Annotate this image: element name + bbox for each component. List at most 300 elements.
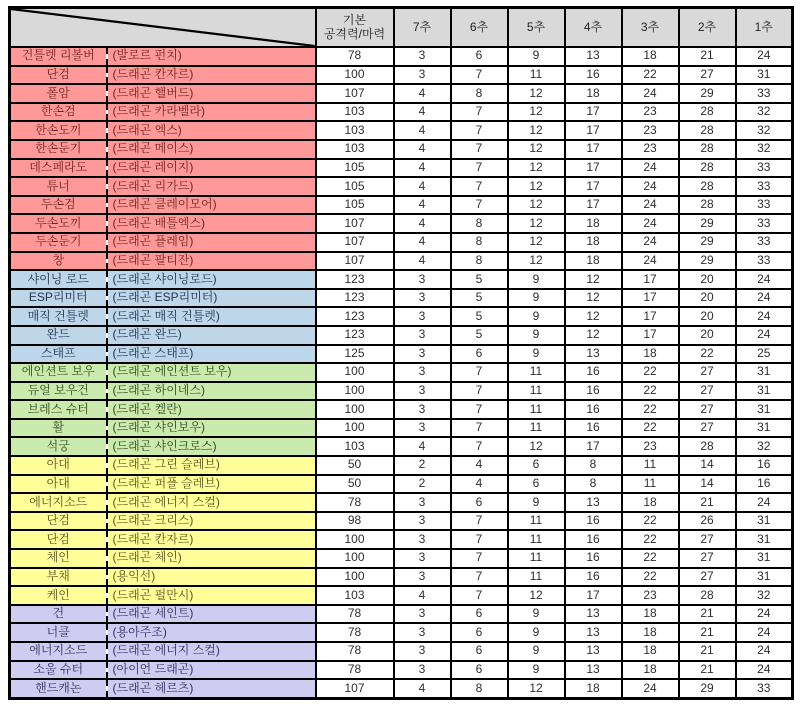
weapon-subname-cell: (드래곤 완드) xyxy=(107,326,316,345)
weapon-name-cell: 데스페라도 xyxy=(10,159,107,178)
base-attack-cell: 105 xyxy=(316,177,394,196)
enhance-value-cell: 22 xyxy=(622,512,679,531)
base-attack-cell: 78 xyxy=(316,47,394,66)
enhance-value-cell: 29 xyxy=(679,214,736,233)
enhance-value-cell: 17 xyxy=(565,437,622,456)
weapon-name-cell: 단검 xyxy=(10,512,107,531)
table-row xyxy=(10,363,793,382)
enhance-value-cell: 16 xyxy=(565,400,622,419)
enhance-value-cell: 28 xyxy=(679,103,736,122)
base-attack-header xyxy=(316,8,394,48)
enhance-value-cell: 32 xyxy=(736,121,793,140)
enhance-value-cell: 27 xyxy=(679,400,736,419)
enhance-value-cell: 3 xyxy=(394,382,451,401)
enhance-value-cell: 11 xyxy=(508,568,565,587)
enhance-value-cell: 7 xyxy=(451,530,508,549)
weapon-subname-cell: (용아주조) xyxy=(107,623,316,642)
enhance-value-cell: 26 xyxy=(679,512,736,531)
enhance-value-cell: 3 xyxy=(394,623,451,642)
base-attack-cell: 123 xyxy=(316,289,394,308)
weapon-name-cell: 체인 xyxy=(10,549,107,568)
weapon-name-cell: 소울 슈터 xyxy=(10,661,107,680)
enhance-value-cell: 18 xyxy=(622,47,679,66)
table-row xyxy=(10,437,793,456)
enhance-value-cell: 24 xyxy=(736,270,793,289)
base-attack-cell: 100 xyxy=(316,382,394,401)
enhance-value-cell: 17 xyxy=(622,289,679,308)
enhance-value-cell: 17 xyxy=(565,159,622,178)
weapon-subname-cell: (드래곤 그린 슬레브) xyxy=(107,456,316,475)
base-attack-cell: 78 xyxy=(316,642,394,661)
enhance-value-cell: 17 xyxy=(565,177,622,196)
enhance-value-cell: 4 xyxy=(394,177,451,196)
enhance-value-cell: 3 xyxy=(394,493,451,512)
weapon-name-cell: 완드 xyxy=(10,326,107,345)
weapon-subname-cell: (드래곤 ESP리미터) xyxy=(107,289,316,308)
weapon-subname-cell: (드래곤 켈란) xyxy=(107,400,316,419)
enhance-value-cell: 16 xyxy=(565,382,622,401)
corner-header-cell xyxy=(10,8,316,48)
weapon-subname-cell: (드래곤 체인) xyxy=(107,549,316,568)
enhance-value-cell: 16 xyxy=(565,66,622,85)
enhance-value-cell: 11 xyxy=(508,363,565,382)
enhance-value-cell: 2 xyxy=(394,456,451,475)
enhance-value-cell: 18 xyxy=(565,233,622,252)
base-attack-cell: 100 xyxy=(316,400,394,419)
enhance-value-cell: 12 xyxy=(508,140,565,159)
weapon-name-cell: 단검 xyxy=(10,66,107,85)
enhance-value-cell: 33 xyxy=(736,679,793,698)
enhance-value-cell: 3 xyxy=(394,419,451,438)
table-row xyxy=(10,419,793,438)
enhance-value-cell: 7 xyxy=(451,196,508,215)
enhance-value-cell: 18 xyxy=(622,493,679,512)
enhance-header: 7추 xyxy=(394,8,451,48)
enhance-value-cell: 24 xyxy=(736,605,793,624)
enhance-value-cell: 6 xyxy=(451,661,508,680)
enhance-value-cell: 24 xyxy=(736,326,793,345)
base-attack-cell: 105 xyxy=(316,196,394,215)
weapon-name-cell: 샤이닝 로드 xyxy=(10,270,107,289)
enhance-value-cell: 3 xyxy=(394,326,451,345)
weapon-name-cell: 건 xyxy=(10,605,107,624)
enhance-value-cell: 22 xyxy=(622,66,679,85)
enhance-value-cell: 16 xyxy=(565,512,622,531)
enhance-value-cell: 3 xyxy=(394,270,451,289)
enhance-value-cell: 17 xyxy=(565,121,622,140)
enhance-value-cell: 4 xyxy=(394,252,451,271)
enhance-value-cell: 4 xyxy=(394,140,451,159)
enhance-value-cell: 7 xyxy=(451,103,508,122)
weapon-subname-cell: (드래곤 샤인보우) xyxy=(107,419,316,438)
enhance-value-cell: 17 xyxy=(565,140,622,159)
enhance-value-cell: 5 xyxy=(451,289,508,308)
base-attack-cell: 103 xyxy=(316,140,394,159)
enhance-value-cell: 6 xyxy=(451,623,508,642)
enhance-value-cell: 31 xyxy=(736,419,793,438)
base-attack-cell: 123 xyxy=(316,307,394,326)
enhance-value-cell: 23 xyxy=(622,121,679,140)
enhance-header: 1추 xyxy=(736,8,793,48)
enhance-value-cell: 12 xyxy=(508,252,565,271)
weapon-subname-cell: (드래곤 레이지) xyxy=(107,159,316,178)
base-attack-cell: 78 xyxy=(316,493,394,512)
enhance-value-cell: 7 xyxy=(451,66,508,85)
enhance-value-cell: 18 xyxy=(622,623,679,642)
enhance-value-cell: 5 xyxy=(451,307,508,326)
weapon-name-cell: 한손검 xyxy=(10,103,107,122)
table-row xyxy=(10,121,793,140)
table-row xyxy=(10,289,793,308)
enhance-value-cell: 7 xyxy=(451,586,508,605)
enhance-value-cell: 4 xyxy=(394,103,451,122)
weapon-stat-table xyxy=(8,6,794,700)
weapon-subname-cell: (드래곤 팔티잔) xyxy=(107,252,316,271)
enhance-value-cell: 3 xyxy=(394,345,451,364)
enhance-value-cell: 6 xyxy=(451,605,508,624)
enhance-value-cell: 3 xyxy=(394,530,451,549)
enhance-value-cell: 14 xyxy=(679,475,736,494)
enhance-value-cell: 31 xyxy=(736,568,793,587)
enhance-value-cell: 4 xyxy=(394,233,451,252)
weapon-subname-cell: (아이언 드래곤) xyxy=(107,661,316,680)
enhance-value-cell: 24 xyxy=(736,661,793,680)
enhance-value-cell: 23 xyxy=(622,140,679,159)
weapon-subname-cell: (드래곤 헤르츠) xyxy=(107,679,316,698)
enhance-value-cell: 32 xyxy=(736,586,793,605)
enhance-value-cell: 17 xyxy=(565,586,622,605)
enhance-value-cell: 3 xyxy=(394,47,451,66)
enhance-value-cell: 4 xyxy=(394,121,451,140)
enhance-value-cell: 8 xyxy=(565,475,622,494)
weapon-name-cell: 창 xyxy=(10,252,107,271)
base-attack-cell: 107 xyxy=(316,252,394,271)
weapon-subname-cell: (드래곤 에인션트 보우) xyxy=(107,363,316,382)
enhance-value-cell: 9 xyxy=(508,623,565,642)
enhance-value-cell: 32 xyxy=(736,103,793,122)
table-row xyxy=(10,196,793,215)
enhance-value-cell: 11 xyxy=(508,382,565,401)
enhance-value-cell: 21 xyxy=(679,493,736,512)
enhance-value-cell: 9 xyxy=(508,661,565,680)
enhance-value-cell: 9 xyxy=(508,289,565,308)
enhance-value-cell: 23 xyxy=(622,437,679,456)
enhance-value-cell: 7 xyxy=(451,568,508,587)
base-attack-cell: 78 xyxy=(316,623,394,642)
weapon-subname-cell: (드래곤 클레이모어) xyxy=(107,196,316,215)
weapon-name-cell: 매직 건틀렛 xyxy=(10,307,107,326)
weapon-name-cell: 핸드캐논 xyxy=(10,679,107,698)
table-row xyxy=(10,642,793,661)
base-attack-cell: 103 xyxy=(316,586,394,605)
enhance-value-cell: 20 xyxy=(679,270,736,289)
enhance-value-cell: 28 xyxy=(679,159,736,178)
enhance-value-cell: 33 xyxy=(736,252,793,271)
table-row xyxy=(10,326,793,345)
enhance-value-cell: 7 xyxy=(451,121,508,140)
enhance-value-cell: 31 xyxy=(736,530,793,549)
enhance-value-cell: 22 xyxy=(622,382,679,401)
enhance-header: 4추 xyxy=(565,8,622,48)
enhance-value-cell: 24 xyxy=(622,214,679,233)
table-row xyxy=(10,345,793,364)
enhance-value-cell: 31 xyxy=(736,66,793,85)
enhance-value-cell: 32 xyxy=(736,437,793,456)
enhance-value-cell: 12 xyxy=(508,159,565,178)
enhance-value-cell: 12 xyxy=(508,586,565,605)
enhance-value-cell: 33 xyxy=(736,233,793,252)
weapon-name-cell: 스태프 xyxy=(10,345,107,364)
weapon-subname-cell: (드래곤 에너지 스컬) xyxy=(107,493,316,512)
weapon-name-cell: 두손둔기 xyxy=(10,233,107,252)
enhance-value-cell: 3 xyxy=(394,400,451,419)
enhance-value-cell: 13 xyxy=(565,345,622,364)
enhance-value-cell: 3 xyxy=(394,363,451,382)
enhance-value-cell: 33 xyxy=(736,214,793,233)
enhance-value-cell: 22 xyxy=(622,530,679,549)
enhance-value-cell: 3 xyxy=(394,289,451,308)
base-attack-cell: 100 xyxy=(316,549,394,568)
enhance-value-cell: 12 xyxy=(508,437,565,456)
table-row xyxy=(10,493,793,512)
enhance-value-cell: 3 xyxy=(394,661,451,680)
header-row xyxy=(10,8,793,48)
base-attack-cell: 105 xyxy=(316,159,394,178)
base-attack-cell: 123 xyxy=(316,326,394,345)
enhance-value-cell: 4 xyxy=(451,456,508,475)
enhance-value-cell: 7 xyxy=(451,177,508,196)
base-attack-cell: 107 xyxy=(316,679,394,698)
enhance-value-cell: 29 xyxy=(679,233,736,252)
enhance-value-cell: 21 xyxy=(679,47,736,66)
enhance-value-cell: 4 xyxy=(394,84,451,103)
enhance-value-cell: 11 xyxy=(508,512,565,531)
enhance-value-cell: 23 xyxy=(622,103,679,122)
enhance-value-cell: 12 xyxy=(565,307,622,326)
enhance-value-cell: 22 xyxy=(622,549,679,568)
weapon-subname-cell: (드래곤 에너지 스컬) xyxy=(107,642,316,661)
weapon-name-cell: 두손검 xyxy=(10,196,107,215)
enhance-value-cell: 6 xyxy=(451,642,508,661)
base-attack-cell: 103 xyxy=(316,437,394,456)
enhance-value-cell: 3 xyxy=(394,605,451,624)
table-row xyxy=(10,400,793,419)
table-row xyxy=(10,530,793,549)
enhance-value-cell: 7 xyxy=(451,363,508,382)
enhance-value-cell: 7 xyxy=(451,400,508,419)
enhance-value-cell: 6 xyxy=(451,493,508,512)
enhance-value-cell: 5 xyxy=(451,326,508,345)
enhance-value-cell: 31 xyxy=(736,363,793,382)
enhance-value-cell: 13 xyxy=(565,605,622,624)
weapon-name-cell: 에인션트 보우 xyxy=(10,363,107,382)
enhance-value-cell: 12 xyxy=(565,270,622,289)
base-attack-cell: 100 xyxy=(316,568,394,587)
enhance-value-cell: 24 xyxy=(736,307,793,326)
weapon-name-cell: 폴암 xyxy=(10,84,107,103)
enhance-value-cell: 28 xyxy=(679,121,736,140)
enhance-value-cell: 33 xyxy=(736,84,793,103)
enhance-value-cell: 12 xyxy=(508,121,565,140)
table-body xyxy=(10,47,793,699)
enhance-value-cell: 24 xyxy=(736,623,793,642)
weapon-subname-cell: (드래곤 크리스) xyxy=(107,512,316,531)
enhance-value-cell: 21 xyxy=(679,661,736,680)
enhance-value-cell: 7 xyxy=(451,549,508,568)
base-attack-cell: 78 xyxy=(316,661,394,680)
weapon-subname-cell: (드래곤 샤인크로스) xyxy=(107,437,316,456)
enhance-value-cell: 24 xyxy=(736,289,793,308)
enhance-value-cell: 2 xyxy=(394,475,451,494)
enhance-value-cell: 13 xyxy=(565,623,622,642)
enhance-value-cell: 17 xyxy=(622,270,679,289)
weapon-subname-cell: (발로르 펀치) xyxy=(107,47,316,66)
weapon-name-cell: 케인 xyxy=(10,586,107,605)
base-attack-cell: 98 xyxy=(316,512,394,531)
enhance-value-cell: 7 xyxy=(451,437,508,456)
enhance-value-cell: 24 xyxy=(736,642,793,661)
enhance-value-cell: 18 xyxy=(622,642,679,661)
weapon-name-cell: 튜너 xyxy=(10,177,107,196)
enhance-value-cell: 20 xyxy=(679,326,736,345)
weapon-subname-cell: (드래곤 칸자르) xyxy=(107,530,316,549)
enhance-value-cell: 6 xyxy=(508,456,565,475)
enhance-value-cell: 27 xyxy=(679,568,736,587)
enhance-value-cell: 22 xyxy=(622,568,679,587)
weapon-subname-cell: (용익선) xyxy=(107,568,316,587)
enhance-value-cell: 31 xyxy=(736,549,793,568)
base-attack-cell: 100 xyxy=(316,530,394,549)
base-attack-header-line1: 기본 xyxy=(342,12,367,27)
enhance-value-cell: 24 xyxy=(622,233,679,252)
enhance-value-cell: 28 xyxy=(679,437,736,456)
enhance-value-cell: 24 xyxy=(622,196,679,215)
enhance-value-cell: 3 xyxy=(394,642,451,661)
enhance-value-cell: 18 xyxy=(565,214,622,233)
enhance-value-cell: 28 xyxy=(679,586,736,605)
enhance-value-cell: 27 xyxy=(679,530,736,549)
weapon-subname-cell: (드래곤 엑스) xyxy=(107,121,316,140)
enhance-value-cell: 22 xyxy=(622,400,679,419)
weapon-subname-cell: (드래곤 플레임) xyxy=(107,233,316,252)
weapon-name-cell: 아대 xyxy=(10,456,107,475)
base-attack-cell: 100 xyxy=(316,66,394,85)
enhance-value-cell: 11 xyxy=(508,66,565,85)
enhance-value-cell: 18 xyxy=(565,679,622,698)
weapon-subname-cell: (드래곤 리가드) xyxy=(107,177,316,196)
enhance-value-cell: 3 xyxy=(394,549,451,568)
enhance-value-cell: 16 xyxy=(736,456,793,475)
enhance-value-cell: 17 xyxy=(622,326,679,345)
enhance-value-cell: 3 xyxy=(394,568,451,587)
enhance-value-cell: 18 xyxy=(622,605,679,624)
weapon-name-cell: 단검 xyxy=(10,530,107,549)
enhance-value-cell: 33 xyxy=(736,177,793,196)
enhance-value-cell: 3 xyxy=(394,512,451,531)
weapon-name-cell: 활 xyxy=(10,419,107,438)
weapon-subname-cell: (드래곤 배틀엑스) xyxy=(107,214,316,233)
enhance-value-cell: 9 xyxy=(508,493,565,512)
table-row xyxy=(10,456,793,475)
enhance-value-cell: 16 xyxy=(565,549,622,568)
enhance-value-cell: 12 xyxy=(508,679,565,698)
table-row xyxy=(10,233,793,252)
enhance-value-cell: 16 xyxy=(565,568,622,587)
base-attack-cell: 50 xyxy=(316,456,394,475)
enhance-value-cell: 24 xyxy=(622,159,679,178)
enhance-value-cell: 4 xyxy=(394,159,451,178)
enhance-value-cell: 11 xyxy=(508,419,565,438)
enhance-value-cell: 33 xyxy=(736,159,793,178)
enhance-value-cell: 17 xyxy=(622,307,679,326)
enhance-value-cell: 8 xyxy=(451,233,508,252)
enhance-value-cell: 21 xyxy=(679,642,736,661)
base-attack-cell: 103 xyxy=(316,121,394,140)
weapon-subname-cell: (드래곤 펄만시) xyxy=(107,586,316,605)
enhance-value-cell: 18 xyxy=(565,252,622,271)
enhance-value-cell: 24 xyxy=(622,177,679,196)
base-attack-cell: 103 xyxy=(316,103,394,122)
enhance-value-cell: 21 xyxy=(679,623,736,642)
weapon-subname-cell: (드래곤 퍼플 슬레브) xyxy=(107,475,316,494)
enhance-value-cell: 7 xyxy=(451,512,508,531)
table-row xyxy=(10,661,793,680)
table-row xyxy=(10,605,793,624)
table-row xyxy=(10,159,793,178)
enhance-value-cell: 32 xyxy=(736,140,793,159)
enhance-value-cell: 21 xyxy=(679,605,736,624)
table-row xyxy=(10,140,793,159)
enhance-value-cell: 6 xyxy=(508,475,565,494)
weapon-subname-cell: (드래곤 카라벨라) xyxy=(107,103,316,122)
enhance-value-cell: 4 xyxy=(394,196,451,215)
enhance-value-cell: 8 xyxy=(565,456,622,475)
enhance-value-cell: 20 xyxy=(679,289,736,308)
enhance-value-cell: 6 xyxy=(451,345,508,364)
weapon-name-cell: 한손둔기 xyxy=(10,140,107,159)
enhance-value-cell: 7 xyxy=(451,140,508,159)
base-attack-cell: 107 xyxy=(316,214,394,233)
table-row xyxy=(10,270,793,289)
base-attack-header-line2: 공격력/마력 xyxy=(323,26,386,41)
weapon-subname-cell: (드래곤 매직 건틀렛) xyxy=(107,307,316,326)
base-attack-cell: 125 xyxy=(316,345,394,364)
enhance-value-cell: 11 xyxy=(508,400,565,419)
enhance-value-cell: 28 xyxy=(679,140,736,159)
enhance-value-cell: 18 xyxy=(622,345,679,364)
enhance-value-cell: 22 xyxy=(679,345,736,364)
weapon-name-cell: 에너지소드 xyxy=(10,493,107,512)
table-row xyxy=(10,214,793,233)
weapon-subname-cell: (드래곤 칸자르) xyxy=(107,66,316,85)
weapon-name-cell: 한손도끼 xyxy=(10,121,107,140)
enhance-value-cell: 4 xyxy=(394,437,451,456)
diagonal-line xyxy=(11,9,315,46)
weapon-subname-cell: (드래곤 핼버드) xyxy=(107,84,316,103)
weapon-name-cell: 건틀렛 리볼버 xyxy=(10,47,107,66)
table-row xyxy=(10,623,793,642)
table-row xyxy=(10,586,793,605)
weapon-subname-cell: (드래곤 메이스) xyxy=(107,140,316,159)
enhance-value-cell: 22 xyxy=(622,419,679,438)
table-row xyxy=(10,382,793,401)
enhance-value-cell: 18 xyxy=(622,661,679,680)
enhance-value-cell: 11 xyxy=(622,475,679,494)
enhance-value-cell: 6 xyxy=(451,47,508,66)
weapon-name-cell: 부채 xyxy=(10,568,107,587)
enhance-value-cell: 12 xyxy=(508,233,565,252)
base-attack-cell: 100 xyxy=(316,419,394,438)
